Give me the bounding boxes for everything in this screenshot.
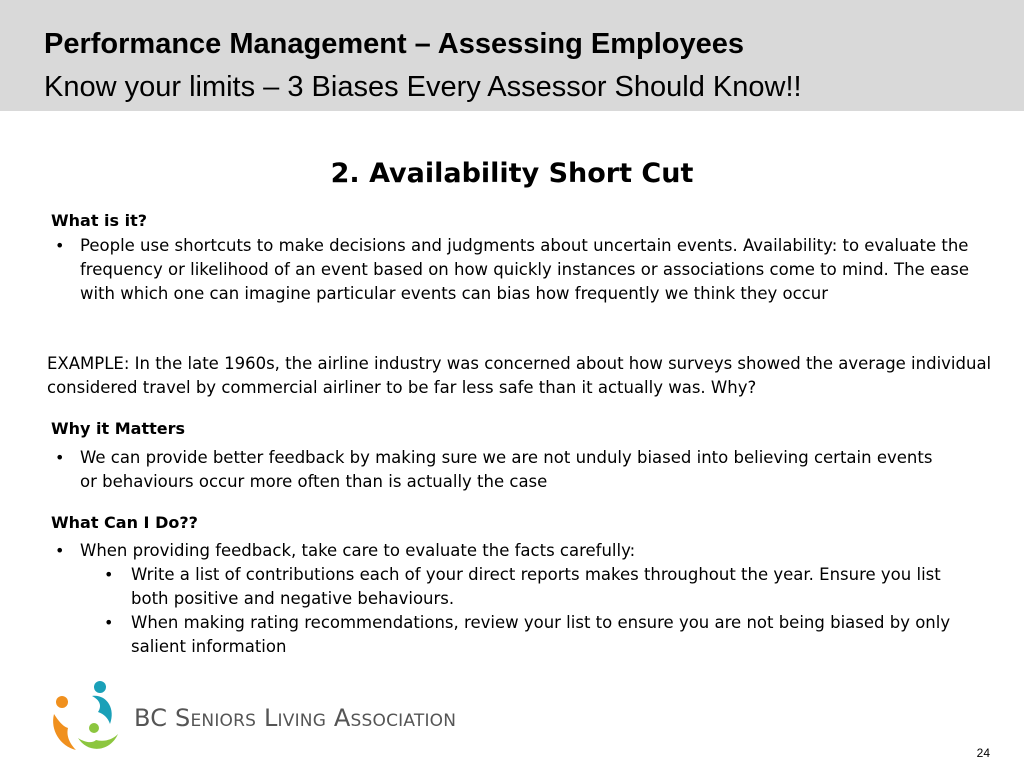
why-it-matters-text: We can provide better feedback by making sure we are not unduly biased into believing certain events or behaviours occur more often than is actually the case (80, 448, 933, 491)
bullet-glyph: • (55, 448, 65, 467)
people-circle-logo-icon (48, 678, 128, 758)
what-is-it-text: People use shortcuts to make decisions and judgments about uncertain events. Availability: to evaluate the frequency or likelihood of an event based on how quickly instances or associations come to mind. The ease with which one can imagine particular events can bias how frequently we think they occur (80, 236, 969, 303)
heading-what-can-i-do: What Can I Do?? (51, 513, 198, 532)
sub-bullet-1-text: Write a list of contributions each of your direct reports makes throughout the year. Ensure you list both positive and negative behaviours. (131, 565, 941, 608)
slide-title: Performance Management – Assessing Employees (44, 28, 745, 60)
section-title: 2. Availability Short Cut (330, 158, 694, 189)
organization-name: BC Seniors Living Association (134, 704, 457, 732)
page-number: 24 (976, 746, 990, 760)
bullet-glyph: • (55, 236, 65, 255)
sub-bullet-glyph: • (104, 613, 114, 632)
slide-subtitle: Know your limits – 3 Biases Every Assessor Should Know!! (44, 71, 802, 103)
sub-bullet-glyph: • (104, 565, 114, 584)
example-text: EXAMPLE: In the late 1960s, the airline industry was concerned about how surveys showed the average individual considered travel by commercial airliner to be far less safe than it actually was. Why? (47, 354, 992, 397)
bullet-glyph: • (55, 541, 65, 560)
header-band (0, 0, 1024, 111)
heading-what-is-it: What is it? (51, 211, 148, 230)
what-can-i-do-text: When providing feedback, take care to evaluate the facts carefully: (80, 541, 636, 560)
heading-why-it-matters: Why it Matters (51, 419, 186, 438)
sub-bullet-2-text: When making rating recommendations, review your list to ensure you are not being biased by only salient information (131, 613, 951, 656)
